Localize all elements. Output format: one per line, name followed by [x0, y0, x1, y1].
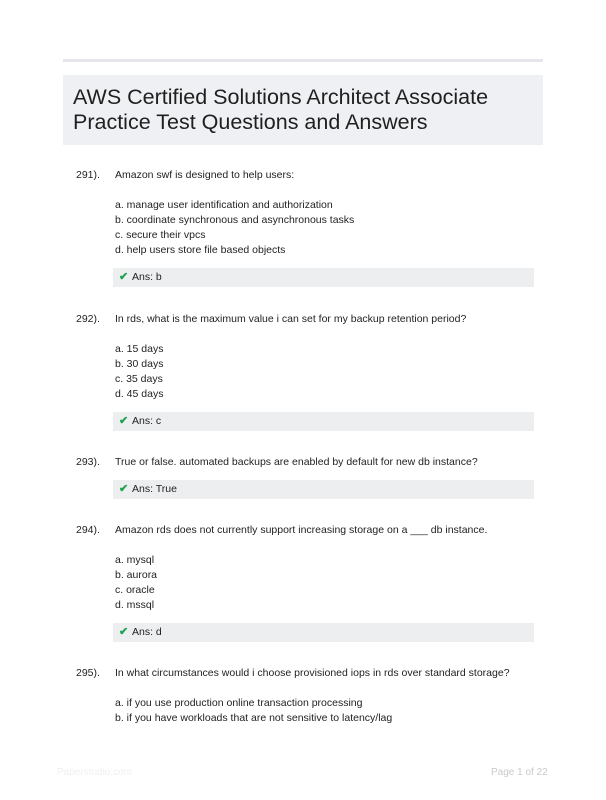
question-number: 294). — [76, 524, 100, 536]
option: b. 30 days — [115, 358, 164, 370]
question-text: In rds, what is the maximum value i can set for my backup retention period? — [115, 313, 467, 325]
footer-brand: Paperstudio.com — [57, 767, 133, 778]
check-icon: ✔ — [119, 483, 129, 495]
top-divider — [63, 59, 543, 62]
question-number: 291). — [76, 169, 100, 181]
answer-box — [113, 623, 534, 642]
answer-box — [113, 268, 534, 287]
check-icon: ✔ — [119, 626, 129, 638]
answer-text: Ans: True — [132, 483, 177, 495]
option: a. if you use production online transaction processing — [115, 697, 363, 709]
option: c. oracle — [115, 584, 155, 596]
question-number: 293). — [76, 456, 100, 468]
option: c. 35 days — [115, 373, 163, 385]
page-title: AWS Certified Solutions Architect Associate Practice Test Questions and Answers — [73, 85, 489, 134]
question-text: In what circumstances would i choose provisioned iops in rds over standard storage? — [115, 667, 510, 679]
answer-box — [113, 480, 534, 499]
question-text: Amazon rds does not currently support increasing storage on a ___ db instance. — [115, 524, 488, 536]
answer-text: Ans: b — [132, 271, 162, 283]
check-icon: ✔ — [119, 415, 129, 427]
option: d. help users store file based objects — [115, 244, 286, 256]
answer-text: Ans: d — [132, 626, 162, 638]
question-text: True or false. automated backups are enabled by default for new db instance? — [115, 456, 478, 468]
option: c. secure their vpcs — [115, 229, 206, 241]
option: b. aurora — [115, 569, 158, 581]
options-list — [115, 198, 354, 258]
option: a. manage user identification and authorization — [115, 199, 333, 211]
answer-box — [113, 412, 534, 431]
option: b. coordinate synchronous and asynchronous tasks — [115, 214, 355, 226]
option: a. 15 days — [115, 343, 164, 355]
question-number: 292). — [76, 313, 100, 325]
check-icon: ✔ — [119, 271, 129, 283]
question-text: Amazon swf is designed to help users: — [115, 169, 295, 181]
option: d. 45 days — [115, 388, 164, 400]
answer-text: Ans: c — [132, 415, 162, 427]
option: a. mysql — [115, 554, 155, 566]
options-list — [115, 696, 392, 726]
options-list — [115, 553, 157, 613]
question-number: 295). — [76, 667, 100, 679]
option: d. mssql — [115, 599, 155, 611]
title-banner — [63, 75, 543, 145]
option: b. if you have workloads that are not sensitive to latency/lag — [115, 712, 393, 724]
page-number: Page 1 of 22 — [491, 767, 548, 778]
options-list — [115, 342, 163, 402]
